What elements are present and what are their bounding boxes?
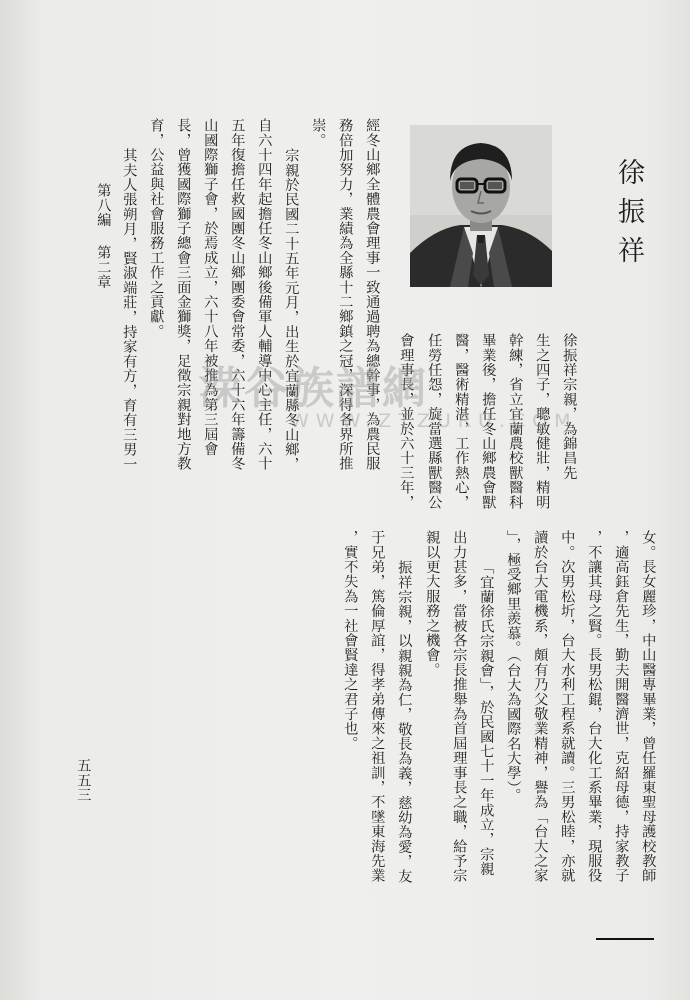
text-column: 于兄弟，篤倫厚誼，得孝弟傳來之祖訓，不墜東海先業 [369,530,386,883]
chapter-label: 第二章 [95,245,112,290]
text-column: 育，公益與社會服務工作之貢獻。 [148,118,165,339]
text-column: 徐振祥宗親，為錦昌先 [561,333,578,480]
text-column: 崇。 [310,118,327,148]
text-column: 任勞任怨，旋當選縣獸醫公 [426,333,443,510]
text-column: 長，曾獲國際獅子總會三面金獅獎，足徵宗親對地方教 [175,118,192,471]
text-column: 親以更大服務之機會。 [424,530,441,677]
text-column: 醫，醫術精湛，工作熱心， [453,333,470,510]
portrait-photo [410,125,552,287]
text-column: 會理事長，並於六十三年， [398,333,415,510]
text-column: 宗親於民國二十五年元月，出生於宜蘭縣冬山鄉， [283,148,300,472]
volume-label: 第八編 [95,183,112,228]
text-column: 經冬山鄉全體農會理事一致通過聘為總幹事，為農民服 [364,118,381,471]
text-column: 自六十四年起擔任冬山鄉後備軍人輔導中心主任，六十 [256,118,273,471]
page-title: 徐振祥 [613,158,644,275]
text-column: ，適高鈺倉先生，勤夫開醫濟世，克紹母德，持家教子 [613,530,630,883]
text-column: 其夫人張朔月，賢淑端莊，持家有方，育有三男一 [121,148,138,472]
portrait-icon [410,125,552,287]
text-column: 振祥宗親，以親親為仁，敬長為義，慈幼為愛，友 [396,560,413,884]
text-column: 五年復擔任救國團冬山鄉團委會常委，六十六年籌備冬 [229,118,246,471]
text-column: 中。次男松圻，台大水利工程系就讀。三男松睦，亦就 [559,530,576,883]
text-column: ，不讓其母之賢。長男松錕，台大化工系畢業，現服役 [586,530,603,883]
text-column: 」，極受鄉里羨慕。（台大為國際名大學）。 [505,530,522,803]
page-rule [596,938,654,940]
watermark-url: WWW.ZTZURU.COM [290,410,578,432]
text-column: 務倍加努力，業績為全縣十二鄉鎮之冠，深得各界所推 [337,118,354,471]
text-column: ，實不失為一社會賢達之君子也。 [342,530,359,751]
page-number: 五五三 [75,758,92,803]
watermark-text: 溁谷族譜網 [198,363,428,414]
text-column: 讀於台大電機系，頗有乃父敬業精神，譽為「台大之家 [532,530,549,883]
text-column: 出力甚多，當被各宗長推舉為首屆理事長之職，給予宗 [451,530,468,883]
text-column: 畢業後，擔任冬山鄉農會獸 [480,333,497,510]
text-column: 「宜蘭徐氏宗親會」，於民國七十一年成立，宗親 [478,560,495,877]
text-column: 女。長女麗珍，中山醫專畢業，曾任羅東聖母護校教師 [640,530,657,883]
text-column: 山國際獅子會，於焉成立，六十八年被推為第三屆會 [202,118,219,457]
text-column: 生之四子，聰敏健壯，精明 [534,333,551,510]
text-column: 幹練，省立宜蘭農校獸醫科 [507,333,524,510]
